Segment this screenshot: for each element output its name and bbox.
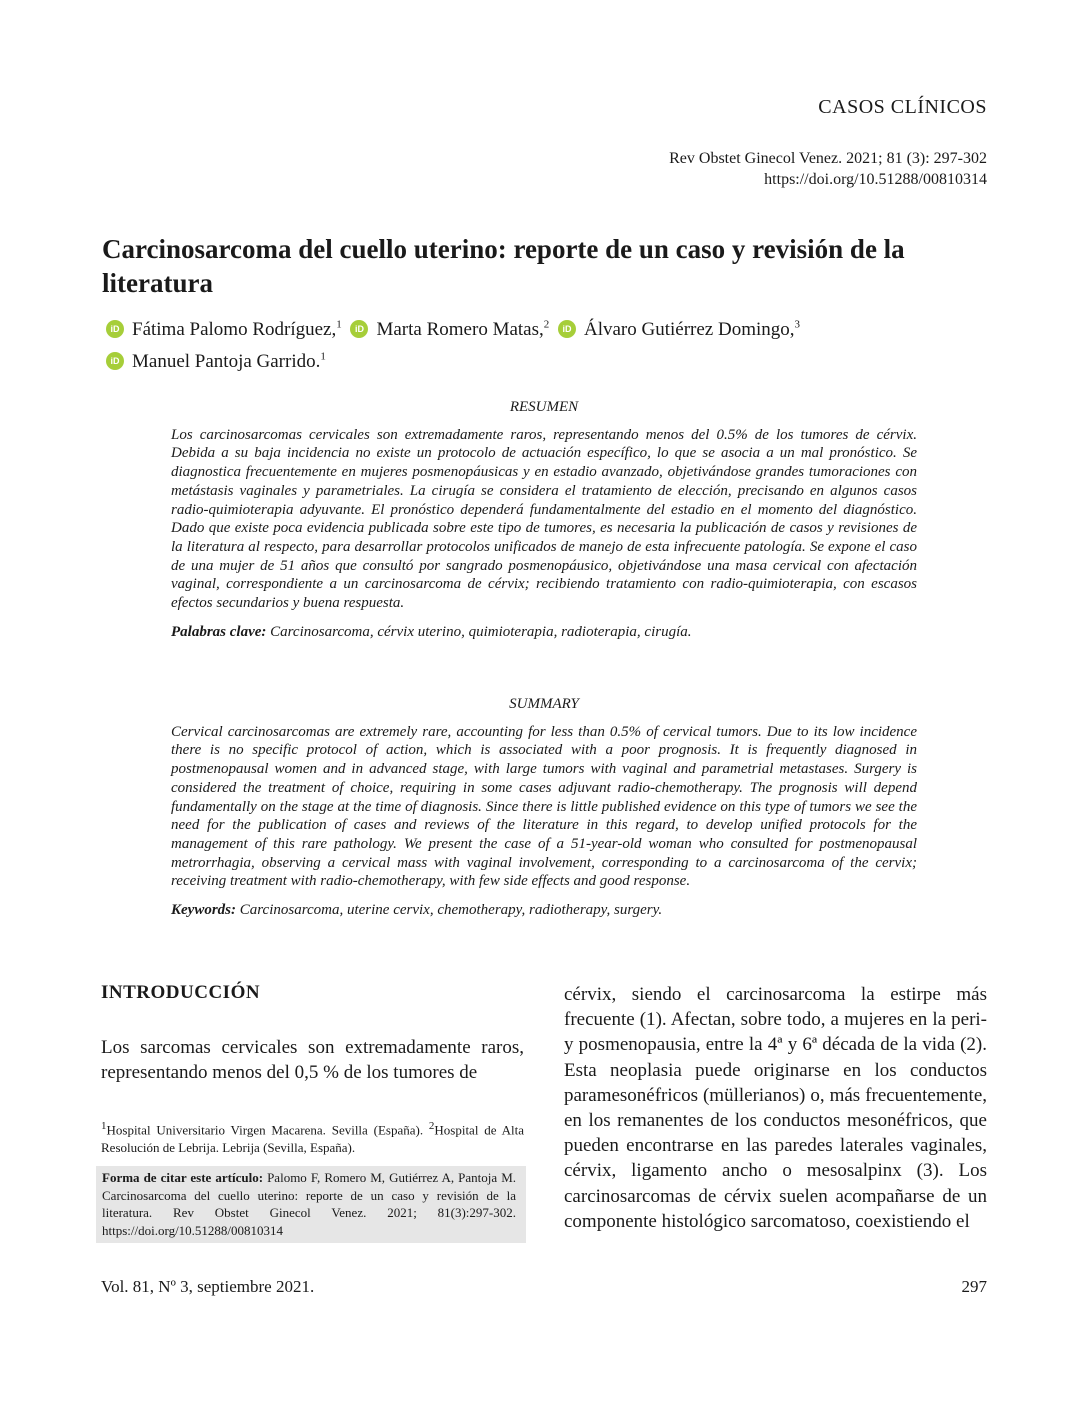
page-number: 297 [961, 1277, 987, 1296]
orcid-icon[interactable]: iD [558, 320, 576, 338]
orcid-icon[interactable]: iD [106, 320, 124, 338]
footer-issue: Vol. 81, Nº 3, septiembre 2021. [101, 1277, 315, 1296]
keywords-text: Carcinosarcoma, uterine cervix, chemotherapy, radiotherapy, surgery. [239, 902, 663, 919]
abstract-body: Los carcinosarcomas cervicales son extremadamente raros, representando menos del 0.5% de los tumores de cérvix. Debida a su baja incidencia no existe un protocolo de actuación específico, lo que se asocia a un mal pronóstico. Se diagnostica frecuentemente en mujeres posmenopáusicas y en estadio avanzado, objetivándose grandes tumoraciones con metástasis vaginales y parametriales. La cirugía se considera el tratamiento de elección, precisando en algunos casos radio-quimioterapia adyuvante. El pronóstico dependerá fundamentalmente del estadio en el momento del diagnóstico. Dado que existe poca evidencia publicada sobre este tipo de tumores, es necesaria la publicación de casos y revisiones de la literatura al respecto, para desarrollar protocolos unificados de manejo de esta infrecuente patología. Se expone el caso de una mujer de 51 años que consultó por sangrado posmenopáusico, objetivándose una masa cervical con afectación vaginal, correspondiente a un carcinosarcoma de cérvix; recibiendo tratamiento con radio-quimioterapia, con escasos efectos secundarios y buena respuesta. [171, 426, 917, 612]
author [346, 319, 549, 340]
author-name: Fátima Palomo Rodríguez, [132, 319, 337, 341]
citation-label: Forma de citar este artículo: [102, 1170, 264, 1185]
author [102, 351, 326, 372]
keywords-line [171, 623, 917, 642]
citation-box [96, 1166, 526, 1243]
affiliations-footnote [101, 1117, 524, 1157]
section-heading-introduccion: INTRODUCCIÓN [101, 982, 261, 1003]
summary-heading: SUMMARY [509, 696, 579, 712]
journal-citation-line: Rev Obstet Ginecol Venez. 2021; 81 (3): 297-302 [669, 150, 987, 167]
keywords-label: Palabras clave: [171, 623, 267, 640]
keywords-label: Keywords: [171, 902, 236, 919]
section-label: CASOS CLÍNICOS [818, 96, 987, 118]
affiliation-marker: 1 [336, 319, 342, 331]
citation-text: Palomo F, Romero M, Gutiérrez A, Pantoja M. Carcinosarcoma del cuello uterino: reporte de un caso y revisión de la literatura. Rev Obstet Ginecol Venez. 2021; 81(3):297-302. https://doi.org/10.51288/00810314 [102, 1170, 516, 1238]
article-title: Carcinosarcoma del cuello uterino: reporte de un caso y revisión de la literatura [102, 234, 905, 298]
abstract-english [171, 695, 917, 920]
affiliation-text: Hospital Universitario Virgen Macarena. Sevilla (España). [106, 1122, 424, 1138]
keywords-text: Carcinosarcoma, cérvix uterino, quimioterapia, radioterapia, cirugía. [270, 623, 692, 640]
intro-text-right-column: cérvix, siendo el carcinosarcoma la estirpe más frecuente (1). Afectan, sobre todo, a mujeres en la peri- y posmenopausia, entre la 4ª y 6ª década de la vida (2). Esta neoplasia puede originarse en los conductos paramesonéfricos (müllerianos) o, más frecuentemente, en los remanentes de los conductos mesonéfricos, que pueden encontrarse en las paredes laterales vaginales, cérvix, ligamento ancho o mesosalpinx (3). Los carcinosarcomas de cérvix suelen acompañarse de un componente histológico sarcomatoso, coexistiendo el [564, 984, 987, 1232]
abstract-heading: RESUMEN [509, 399, 579, 415]
affiliation-text: Hospital de Alta Resolución de Lebrija. Lebrija (Sevilla, España). [101, 1122, 524, 1156]
affiliation-marker: 2 [543, 319, 550, 331]
keywords-line [171, 901, 917, 920]
orcid-icon[interactable]: iD [106, 352, 124, 370]
affiliation-number: 1 [101, 1120, 107, 1132]
orcid-icon[interactable]: iD [350, 320, 368, 338]
doi-link[interactable]: https://doi.org/10.51288/00810314 [764, 171, 987, 188]
author-name: Manuel Pantoja Garrido. [132, 350, 321, 372]
abstract-spanish [171, 398, 917, 641]
author [554, 319, 800, 340]
author [102, 319, 342, 340]
author-name: Álvaro Gutiérrez Domingo, [584, 319, 795, 341]
affiliation-marker: 3 [794, 319, 801, 331]
intro-text-left-column: Los sarcomas cervicales son extremadamente raros, representando menos del 0,5 % de los tumores de [101, 1037, 524, 1083]
journal-reference [669, 148, 987, 190]
author-list [102, 312, 982, 375]
summary-body: Cervical carcinosarcomas are extremely rare, accounting for less than 0.5% of cervical tumors. Due to its low incidence there is no specific protocol of action, which is associated with a poor prognosis. It is frequently diagnosed in postmenopausal women and in advanced stage, with large tumors with vaginal and parametrial metastases. Surgery is considered the treatment of choice, requiring in some cases adjuvant radio-chemotherapy. The prognosis will depend fundamentally on the stage at the time of diagnosis. Since there is little published evidence on this type of tumors we see the need for the publication of cases and reviews of the literature in this regard, to develop unified protocols for the management of this rare pathology. We present the case of a 51-year-old woman who consulted for postmenopausal metrorrhagia, observing a cervical mass with vaginal involvement, corresponding to a carcinosarcoma of the cervix; receiving treatment with radio-chemotherapy, with few side effects and good response. [171, 723, 917, 890]
affiliation-marker: 1 [320, 350, 326, 363]
author-name: Marta Romero Matas, [376, 319, 544, 341]
affiliation-number: 2 [428, 1120, 435, 1132]
